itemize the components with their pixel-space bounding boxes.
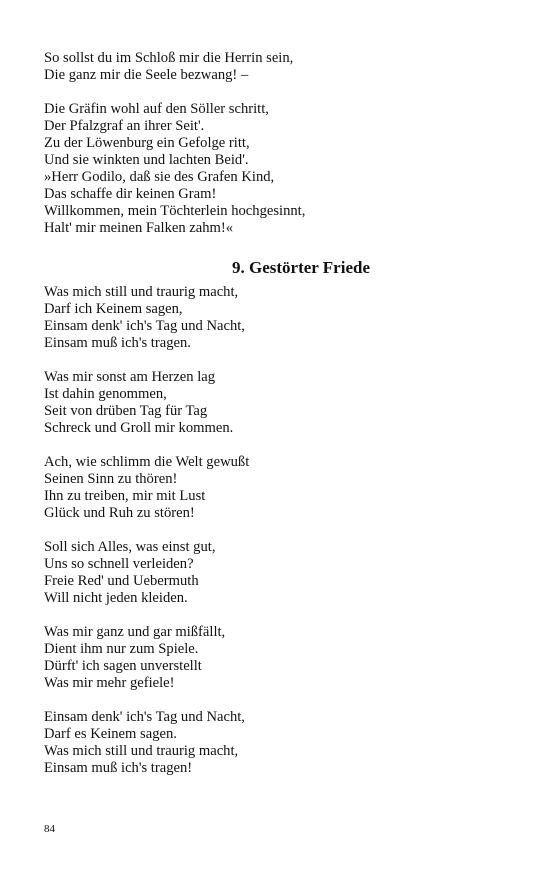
poem-line: Glück und Ruh zu stören! <box>44 505 195 521</box>
poem-line: »Herr Godilo, daß sie des Grafen Kind, <box>44 169 275 185</box>
intro-stanza-1 <box>44 50 514 84</box>
poem-line: Der Pfalzgraf an ihrer Seit'. <box>44 118 205 134</box>
poem-line: Darf ich Keinem sagen, <box>44 301 183 317</box>
poem-line: Die ganz mir die Seele bezwang! – <box>44 67 249 83</box>
page-body <box>44 50 514 777</box>
poem-line: Soll sich Alles, was einst gut, <box>44 539 216 555</box>
poem-stanza-1 <box>44 284 514 352</box>
poem-line: Darf es Keinem sagen. <box>44 726 177 742</box>
poem-line: Freie Red' und Uebermuth <box>44 573 199 589</box>
poem-line: Das schaffe dir keinen Gram! <box>44 186 217 202</box>
poem-line: Ach, wie schlimm die Welt gewußt <box>44 454 250 470</box>
poem-stanza-2 <box>44 369 514 437</box>
poem-line: Einsam muß ich's tragen. <box>44 335 191 351</box>
poem-line: Willkommen, mein Töchterlein hochgesinnt, <box>44 203 306 219</box>
poem-line: Was mich still und traurig macht, <box>44 284 239 300</box>
poem-title: 9. Gestörter Friede <box>232 258 370 277</box>
poem-line: Will nicht jeden kleiden. <box>44 590 188 606</box>
poem-line: Was mich still und traurig macht, <box>44 743 239 759</box>
poem-line: Was mir sonst am Herzen lag <box>44 369 216 385</box>
poem-line: So sollst du im Schloß mir die Herrin sein, <box>44 50 294 66</box>
poem-line: Was mir ganz und gar mißfällt, <box>44 624 226 640</box>
intro-stanza-2 <box>44 101 514 237</box>
poem-line: Schreck und Groll mir kommen. <box>44 420 234 436</box>
poem-line: Dürft' ich sagen unverstellt <box>44 658 202 674</box>
poem-line: Dient ihm nur zum Spiele. <box>44 641 199 657</box>
poem-line: Was mir mehr gefiele! <box>44 675 175 691</box>
poem-line: Seinen Sinn zu thören! <box>44 471 178 487</box>
poem-line: Seit von drüben Tag für Tag <box>44 403 208 419</box>
poem-stanza-4 <box>44 539 514 607</box>
poem-line: Ist dahin genommen, <box>44 386 167 402</box>
poem-line: Die Gräfin wohl auf den Söller schritt, <box>44 101 269 117</box>
poem-line: Halt' mir meinen Falken zahm!« <box>44 220 234 236</box>
intro-section <box>44 50 514 237</box>
page-number: 84 <box>44 823 55 835</box>
poem-stanza-3 <box>44 454 514 522</box>
poem-line: Zu der Löwenburg ein Gefolge ritt, <box>44 135 250 151</box>
poem-line: Uns so schnell verleiden? <box>44 556 194 572</box>
poem-line: Einsam muß ich's tragen! <box>44 760 193 776</box>
poem-stanza-6 <box>44 709 514 777</box>
poem-line: Ihn zu treiben, mir mit Lust <box>44 488 206 504</box>
poem-line: Einsam denk' ich's Tag und Nacht, <box>44 318 245 334</box>
poem-section <box>44 284 514 777</box>
poem-line: Und sie winkten und lachten Beid'. <box>44 152 249 168</box>
poem-stanza-5 <box>44 624 514 692</box>
poem-line: Einsam denk' ich's Tag und Nacht, <box>44 709 245 725</box>
